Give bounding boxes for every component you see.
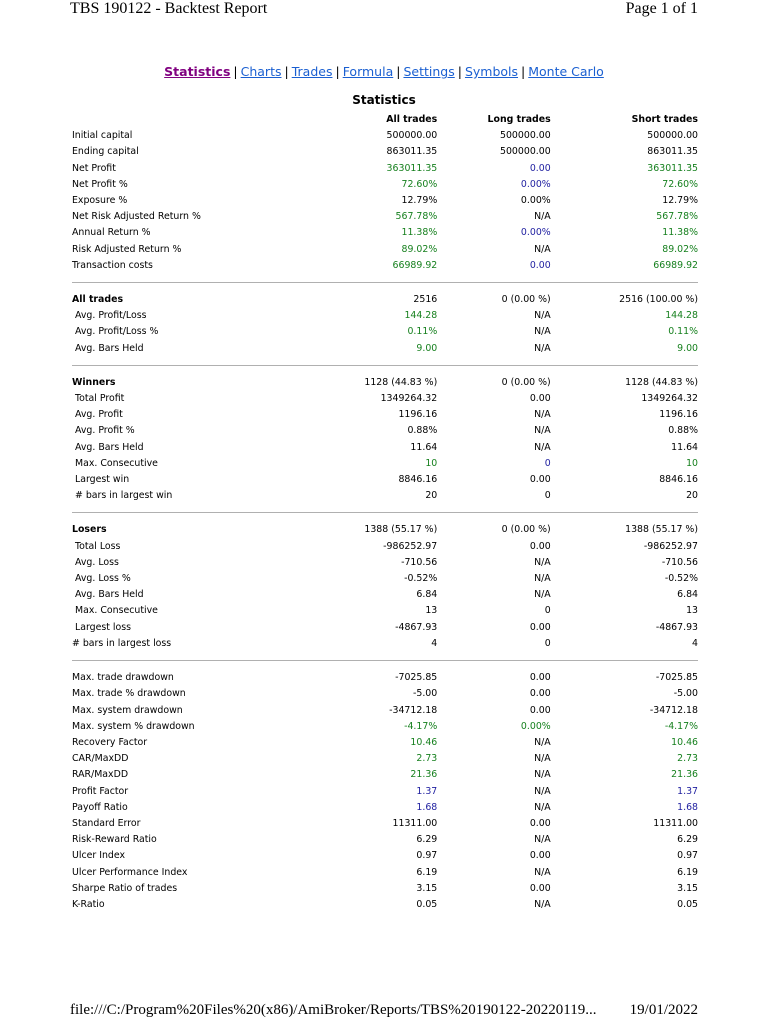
long-trades-value: 0.00 <box>529 817 551 829</box>
table-row <box>72 620 698 636</box>
statistics-body <box>72 128 698 913</box>
long-trades-value: N/A <box>534 736 551 748</box>
metric-label: Avg. Loss <box>75 556 119 568</box>
long-trades-value: N/A <box>534 326 551 338</box>
all-trades-value: 0.97 <box>416 850 438 862</box>
print-header <box>70 0 698 20</box>
short-trades-value: 8846.16 <box>659 474 698 486</box>
table-row <box>72 881 698 897</box>
spacer-cell <box>72 662 698 670</box>
section-spacer <box>72 357 698 366</box>
statistics-table <box>72 112 698 913</box>
short-trades-value: 10.46 <box>671 736 698 748</box>
metric-label: Net Profit % <box>72 178 128 190</box>
nav-link-symbols[interactable]: Symbols <box>464 64 519 79</box>
metric-label: Net Risk Adjusted Return % <box>72 211 201 223</box>
table-row <box>72 865 698 881</box>
table-row <box>72 209 698 225</box>
long-trades-value: 0 (0.00 %) <box>501 376 551 388</box>
all-trades-value: 89.02% <box>401 243 438 255</box>
table-row <box>72 719 698 735</box>
all-trades-value: 9.00 <box>416 342 438 354</box>
short-trades-value: 20 <box>686 490 698 502</box>
column-header-all-trades: All trades <box>386 114 438 125</box>
metric-label: Sharpe Ratio of trades <box>72 882 178 894</box>
metric-label: Max. system % drawdown <box>72 720 195 732</box>
table-row <box>72 324 698 340</box>
long-trades-value: 0 (0.00 %) <box>501 524 551 536</box>
metric-label: Profit Factor <box>72 785 129 797</box>
long-trades-value: 0.00 <box>529 474 551 486</box>
metric-label: Avg. Profit <box>75 409 123 421</box>
table-row <box>72 407 698 423</box>
long-trades-value: 0.00 <box>529 672 551 684</box>
long-trades-value: N/A <box>534 556 551 568</box>
metric-label: Annual Return % <box>72 227 151 239</box>
long-trades-value: 0.00 <box>529 162 551 174</box>
file-path: file:///C:/Program%20Files%20(x86)/AmiBroker/Reports/TBS%20190122-20220119... <box>70 1002 597 1018</box>
short-trades-value: 863011.35 <box>647 146 698 158</box>
all-trades-value: 6.29 <box>416 834 438 846</box>
short-trades-value: 1.37 <box>677 785 698 797</box>
short-trades-value: 66989.92 <box>653 259 698 271</box>
metric-label: All trades <box>72 294 124 306</box>
section-spacer <box>72 662 698 670</box>
table-header-row <box>72 112 698 128</box>
nav-link-charts[interactable]: Charts <box>240 64 282 79</box>
long-trades-value: 0 <box>544 457 551 469</box>
metric-label: Avg. Bars Held <box>75 441 144 453</box>
print-date: 19/01/2022 <box>629 1002 698 1018</box>
all-trades-value: 20 <box>425 490 438 502</box>
metric-label: CAR/MaxDD <box>72 753 129 765</box>
metric-label: Avg. Profit/Loss <box>75 310 147 322</box>
all-trades-value: 1388 (55.17 %) <box>364 524 438 536</box>
nav-separator: | <box>457 64 462 79</box>
short-trades-value: 4 <box>692 637 698 649</box>
short-trades-value: 12.79% <box>662 195 698 207</box>
table-row <box>72 603 698 619</box>
all-trades-value: -7025.85 <box>395 672 438 684</box>
table-row <box>72 177 698 193</box>
all-trades-value: 863011.35 <box>386 146 438 158</box>
nav-separator: | <box>521 64 526 79</box>
metric-label: Ulcer Performance Index <box>72 866 188 878</box>
spacer-cell <box>72 284 698 292</box>
metric-label: Avg. Bars Held <box>75 342 144 354</box>
metric-label: Largest win <box>75 474 130 486</box>
metric-label: Avg. Loss % <box>75 573 131 585</box>
short-trades-value: -34712.18 <box>649 704 698 716</box>
table-row <box>72 897 698 913</box>
all-trades-value: 2516 <box>413 294 438 306</box>
all-trades-value: 66989.92 <box>392 259 438 271</box>
long-trades-value: N/A <box>534 589 551 601</box>
long-trades-value: 0 <box>544 605 551 617</box>
spacer-cell <box>72 357 698 366</box>
table-row <box>72 686 698 702</box>
long-trades-value: N/A <box>534 573 551 585</box>
metric-label: Winners <box>72 376 116 388</box>
all-trades-value: 11.64 <box>410 441 438 453</box>
short-trades-value: 1196.16 <box>659 409 698 421</box>
metric-label: Ulcer Index <box>72 850 126 862</box>
table-row <box>72 636 698 652</box>
section-spacer <box>72 274 698 283</box>
long-trades-value: 0.00 <box>529 850 551 862</box>
table-row <box>72 440 698 456</box>
short-trades-value: 0.11% <box>668 326 698 338</box>
section-spacer <box>72 652 698 661</box>
section-spacer <box>72 504 698 513</box>
all-trades-value: -4867.93 <box>395 621 438 633</box>
section-spacer <box>72 514 698 522</box>
all-trades-value: 2.73 <box>416 753 438 765</box>
table-row <box>72 472 698 488</box>
long-trades-value: 0.00% <box>520 720 551 732</box>
short-trades-value: 21.36 <box>671 769 698 781</box>
short-trades-value: -7025.85 <box>655 672 698 684</box>
group-header-row <box>72 292 698 308</box>
metric-label: Largest loss <box>75 621 132 633</box>
short-trades-value: 2.73 <box>677 753 698 765</box>
all-trades-value: 10.46 <box>410 736 438 748</box>
table-row <box>72 242 698 258</box>
long-trades-value: 500000.00 <box>500 130 551 142</box>
all-trades-value: 0.11% <box>407 326 438 338</box>
all-trades-value: 10 <box>425 457 438 469</box>
nav-separator: | <box>335 64 340 79</box>
all-trades-value: -5.00 <box>412 688 438 700</box>
short-trades-value: -5.00 <box>673 688 698 700</box>
all-trades-value: 1.68 <box>416 801 438 813</box>
long-trades-value: 0 <box>544 490 551 502</box>
table-row <box>72 488 698 504</box>
all-trades-value: 0.05 <box>416 898 438 910</box>
short-trades-value: 1388 (55.17 %) <box>625 524 698 536</box>
short-trades-value: 10 <box>686 457 698 469</box>
all-trades-value: 4 <box>431 637 438 649</box>
table-row <box>72 258 698 274</box>
table-row <box>72 555 698 571</box>
all-trades-value: 12.79% <box>401 195 438 207</box>
long-trades-value: N/A <box>534 753 551 765</box>
table-row <box>72 128 698 144</box>
long-trades-value: 0.00% <box>520 195 551 207</box>
short-trades-value: 9.00 <box>677 342 698 354</box>
long-trades-value: 0.00 <box>529 259 551 271</box>
metric-label: Exposure % <box>72 195 128 207</box>
nav-separator: | <box>396 64 401 79</box>
nav-link-monte-carlo[interactable]: Monte Carlo <box>528 64 604 79</box>
all-trades-value: 1128 (44.83 %) <box>364 376 438 388</box>
spacer-cell <box>72 514 698 522</box>
long-trades-value: N/A <box>534 211 551 223</box>
metric-label: Avg. Profit/Loss % <box>75 326 159 338</box>
section-spacer <box>72 367 698 375</box>
all-trades-value: 567.78% <box>395 211 438 223</box>
metric-label: Transaction costs <box>72 259 153 271</box>
print-footer <box>70 1002 698 1022</box>
table-row <box>72 670 698 686</box>
metric-label: K-Ratio <box>72 898 105 910</box>
long-trades-value: 0.00% <box>520 227 551 239</box>
all-trades-value: -986252.97 <box>383 540 438 552</box>
long-trades-value: N/A <box>534 243 551 255</box>
long-trades-value: 0.00% <box>520 178 551 190</box>
table-row <box>72 225 698 241</box>
long-trades-value: 0.00 <box>529 704 551 716</box>
all-trades-value: 21.36 <box>410 769 438 781</box>
table-row <box>72 571 698 587</box>
metric-label: Max. system drawdown <box>72 704 183 716</box>
short-trades-value: 89.02% <box>662 243 698 255</box>
page-number: Page 1 of 1 <box>625 0 698 17</box>
long-trades-value: N/A <box>534 834 551 846</box>
all-trades-value: 11.38% <box>401 227 438 239</box>
long-trades-value: 0.00 <box>529 393 551 405</box>
long-trades-value: 0.00 <box>529 540 551 552</box>
short-trades-value: 0.88% <box>668 425 698 437</box>
all-trades-value: -34712.18 <box>389 704 438 716</box>
table-row <box>72 816 698 832</box>
all-trades-value: 72.60% <box>401 178 438 190</box>
metric-label: RAR/MaxDD <box>72 769 129 781</box>
table-row <box>72 784 698 800</box>
table-row <box>72 703 698 719</box>
section-spacer <box>72 284 698 292</box>
metric-label: Risk-Reward Ratio <box>72 834 157 846</box>
long-trades-value: N/A <box>534 409 551 421</box>
column-header-short-trades: Short trades <box>631 114 698 125</box>
table-row <box>72 193 698 209</box>
all-trades-value: -0.52% <box>404 573 438 585</box>
table-row <box>72 341 698 357</box>
table-row <box>72 767 698 783</box>
metric-label: # bars in largest win <box>75 490 173 502</box>
table-row <box>72 751 698 767</box>
all-trades-value: -710.56 <box>401 556 438 568</box>
short-trades-value: 363011.35 <box>647 162 698 174</box>
short-trades-value: 1.68 <box>677 801 698 813</box>
metric-label: Risk Adjusted Return % <box>72 243 182 255</box>
table-row <box>72 423 698 439</box>
long-trades-value: 500000.00 <box>500 146 551 158</box>
long-trades-value: N/A <box>534 785 551 797</box>
short-trades-value: 11.38% <box>662 227 698 239</box>
short-trades-value: 144.28 <box>665 310 698 322</box>
short-trades-value: 11.64 <box>671 441 698 453</box>
group-header-row <box>72 375 698 391</box>
report-nav <box>0 64 768 79</box>
metric-label: Total Profit <box>75 393 125 405</box>
nav-link-settings[interactable]: Settings <box>403 64 455 79</box>
long-trades-value: N/A <box>534 310 551 322</box>
all-trades-value: 3.15 <box>416 882 438 894</box>
table-row <box>72 587 698 603</box>
short-trades-value: 3.15 <box>677 882 698 894</box>
all-trades-value: 144.28 <box>404 310 438 322</box>
all-trades-value: 363011.35 <box>386 162 438 174</box>
long-trades-value: N/A <box>534 898 551 910</box>
metric-label: Max. trade drawdown <box>72 672 174 684</box>
table-row <box>72 848 698 864</box>
table-row <box>72 539 698 555</box>
metric-label: Recovery Factor <box>72 736 148 748</box>
short-trades-value: -986252.97 <box>643 540 698 552</box>
short-trades-value: 13 <box>686 605 698 617</box>
table-row <box>72 391 698 407</box>
short-trades-value: -4867.93 <box>655 621 698 633</box>
short-trades-value: 6.19 <box>677 866 698 878</box>
metric-label: Ending capital <box>72 146 139 158</box>
long-trades-value: N/A <box>534 342 551 354</box>
short-trades-value: 1128 (44.83 %) <box>625 376 698 388</box>
long-trades-value: 0.00 <box>529 688 551 700</box>
long-trades-value: N/A <box>534 425 551 437</box>
short-trades-value: -4.17% <box>664 720 698 732</box>
nav-separator: | <box>284 64 289 79</box>
table-row <box>72 308 698 324</box>
all-trades-value: 1349264.32 <box>380 393 438 405</box>
short-trades-value: 2516 (100.00 %) <box>619 294 698 306</box>
metric-label: Avg. Profit % <box>75 425 135 437</box>
metric-label: Max. Consecutive <box>75 605 158 617</box>
short-trades-value: 11311.00 <box>653 817 698 829</box>
short-trades-value: 6.29 <box>677 834 698 846</box>
report-title: Statistics <box>352 93 416 107</box>
all-trades-value: -4.17% <box>404 720 438 732</box>
spacer-cell <box>72 652 698 661</box>
metric-label: Initial capital <box>72 130 133 142</box>
long-trades-value: N/A <box>534 441 551 453</box>
short-trades-value: -710.56 <box>661 556 698 568</box>
all-trades-value: 11311.00 <box>392 817 438 829</box>
nav-link-statistics[interactable]: Statistics <box>164 64 231 79</box>
all-trades-value: 1196.16 <box>398 409 438 421</box>
spacer-cell <box>72 274 698 283</box>
metric-label: Max. Consecutive <box>75 457 158 469</box>
nav-link-trades[interactable]: Trades <box>291 64 333 79</box>
long-trades-value: 0.00 <box>529 621 551 633</box>
report-window-title: TBS 190122 - Backtest Report <box>70 0 268 17</box>
short-trades-value: 0.97 <box>677 850 698 862</box>
table-row <box>72 800 698 816</box>
long-trades-value: N/A <box>534 866 551 878</box>
metric-label: Standard Error <box>72 817 141 829</box>
short-trades-value: 6.84 <box>677 589 698 601</box>
table-row <box>72 161 698 177</box>
long-trades-value: 0 <box>544 637 551 649</box>
table-row <box>72 456 698 472</box>
all-trades-value: 8846.16 <box>398 474 438 486</box>
table-row <box>72 144 698 160</box>
group-header-row <box>72 522 698 538</box>
table-row <box>72 832 698 848</box>
metric-label: Max. trade % drawdown <box>72 688 186 700</box>
short-trades-value: 72.60% <box>662 178 698 190</box>
table-row <box>72 735 698 751</box>
column-header-long-trades: Long trades <box>487 114 551 125</box>
all-trades-value: 1.37 <box>416 785 438 797</box>
long-trades-value: N/A <box>534 769 551 781</box>
metric-label: Total Loss <box>75 540 121 552</box>
spacer-cell <box>72 367 698 375</box>
long-trades-value: 0.00 <box>529 882 551 894</box>
short-trades-value: 1349264.32 <box>641 393 698 405</box>
nav-separator: | <box>233 64 238 79</box>
all-trades-value: 500000.00 <box>386 130 438 142</box>
all-trades-value: 0.88% <box>407 425 438 437</box>
short-trades-value: 0.05 <box>677 898 698 910</box>
column-header-metric <box>72 112 284 128</box>
short-trades-value: 500000.00 <box>647 130 698 142</box>
long-trades-value: 0 (0.00 %) <box>501 294 551 306</box>
metric-label: Net Profit <box>72 162 116 174</box>
all-trades-value: 13 <box>425 605 438 617</box>
all-trades-value: 6.84 <box>416 589 438 601</box>
short-trades-value: -0.52% <box>664 573 698 585</box>
metric-label: Avg. Bars Held <box>75 589 144 601</box>
metric-label: Losers <box>72 524 107 536</box>
spacer-cell <box>72 504 698 513</box>
long-trades-value: N/A <box>534 801 551 813</box>
nav-link-formula[interactable]: Formula <box>342 64 394 79</box>
all-trades-value: 6.19 <box>416 866 438 878</box>
metric-label: Payoff Ratio <box>72 801 128 813</box>
metric-label: # bars in largest loss <box>72 637 172 649</box>
short-trades-value: 567.78% <box>656 211 698 223</box>
